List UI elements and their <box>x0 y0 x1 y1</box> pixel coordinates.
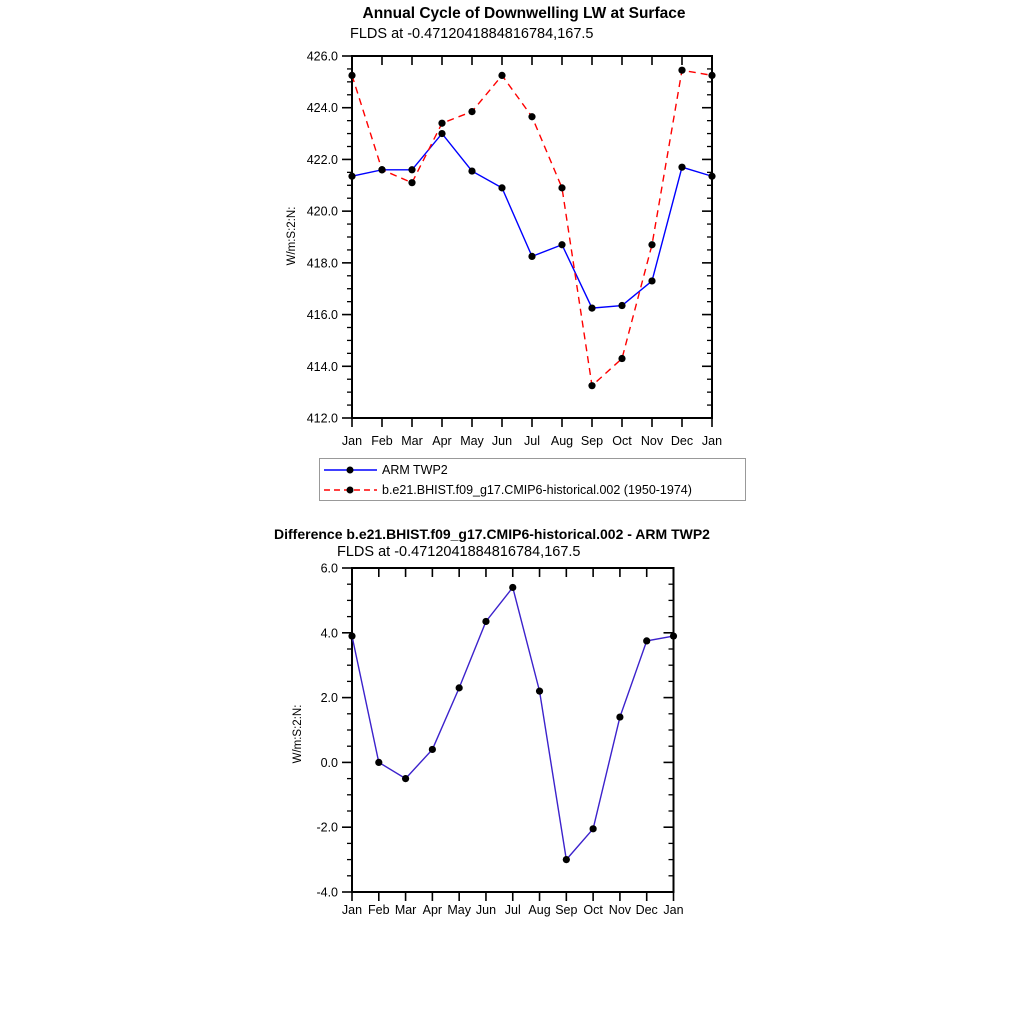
top-data-point-s0 <box>618 302 625 309</box>
bottom-x-tick-label: Dec <box>635 903 658 917</box>
legend-label-arm-twp2: ARM TWP2 <box>382 463 448 477</box>
bottom-data-point-s0 <box>643 637 650 644</box>
bottom-data-point-s0 <box>509 584 516 591</box>
top-y-tick-label: 426.0 <box>306 49 338 64</box>
top-data-point-s0 <box>408 166 415 173</box>
top-x-tick-label: Jun <box>491 434 513 448</box>
top-plot-frame <box>352 56 712 418</box>
bottom-x-tick-label: Oct <box>583 903 603 917</box>
top-y-tick-label: 424.0 <box>306 101 338 116</box>
bottom-data-point-s0 <box>429 746 436 753</box>
legend-label-model-case: b.e21.BHIST.f09_g17.CMIP6-historical.002 (1950-1974) <box>382 483 692 497</box>
bottom-data-point-s0 <box>670 632 677 639</box>
top-x-tick-label: Mar <box>401 434 423 448</box>
bottom-data-point-s0 <box>456 684 463 691</box>
top-data-point-s0 <box>588 305 595 312</box>
blue-solid-line-sample-icon <box>322 462 379 478</box>
top-data-point-s0 <box>648 277 655 284</box>
top-y-tick-label: 412.0 <box>306 411 338 426</box>
top-data-point-s1 <box>708 72 715 79</box>
bottom-x-tick-label: Mar <box>394 903 417 917</box>
bottom-x-tick-label: Feb <box>368 903 390 917</box>
legend-item-model-case <box>320 480 745 500</box>
top-data-point-s0 <box>438 130 445 137</box>
bottom-data-point-s0 <box>563 856 570 863</box>
bottom-x-tick-label: Jun <box>475 903 497 917</box>
top-x-tick-label: Feb <box>371 434 393 448</box>
bottom-y-tick-label: 6.0 <box>320 561 338 576</box>
bottom-x-tick-label: Sep <box>555 903 578 917</box>
bottom-y-tick-label: 4.0 <box>320 626 338 641</box>
top-data-point-s0 <box>348 173 355 180</box>
bottom-x-tick-label: Jul <box>504 903 521 917</box>
bottom-plot-frame <box>352 568 674 892</box>
top-x-tick-label: Jan <box>701 434 723 448</box>
bottom-data-point-s0 <box>482 618 489 625</box>
bottom-data-point-s0 <box>348 632 355 639</box>
bottom-data-point-s0 <box>616 713 623 720</box>
top-x-tick-label: May <box>460 434 484 448</box>
bottom-y-tick-label: -2.0 <box>316 820 338 835</box>
top-data-point-s1 <box>348 72 355 79</box>
bottom-chart-title: Difference b.e21.BHIST.f09_g17.CMIP6-historical.002 - ARM TWP2 <box>274 526 710 542</box>
top-data-point-s1 <box>528 113 535 120</box>
bottom-y-tick-label: 2.0 <box>320 691 338 706</box>
top-y-tick-label: 422.0 <box>306 152 338 167</box>
top-y-tick-label: 420.0 <box>306 204 338 219</box>
top-data-point-s0 <box>468 167 475 174</box>
top-x-tick-label: Nov <box>640 434 664 448</box>
legend-item-arm-twp2 <box>320 460 745 480</box>
top-y-tick-label: 418.0 <box>306 256 338 271</box>
top-data-point-s0 <box>498 184 505 191</box>
top-series-line-0 <box>352 134 712 309</box>
top-x-tick-label: Oct <box>612 434 632 448</box>
bottom-x-tick-label: Jan <box>663 903 684 917</box>
top-data-point-s1 <box>618 355 625 362</box>
top-chart-title: Annual Cycle of Downwelling LW at Surface <box>362 5 686 22</box>
bottom-x-tick-label: May <box>447 903 471 917</box>
bottom-chart-subtitle: FLDS at -0.4712041884816784,167.5 <box>337 544 581 560</box>
top-data-point-s1 <box>678 67 685 74</box>
top-x-tick-label: Jan <box>341 434 363 448</box>
top-y-tick-label: 416.0 <box>306 308 338 323</box>
legend-box <box>319 458 746 501</box>
top-x-tick-label: Jul <box>524 434 540 448</box>
top-data-point-s0 <box>708 173 715 180</box>
bottom-x-tick-label: Aug <box>528 903 551 917</box>
bottom-data-point-s0 <box>375 759 382 766</box>
top-y-tick-label: 414.0 <box>306 359 338 374</box>
top-data-point-s1 <box>468 108 475 115</box>
top-x-tick-label: Apr <box>432 434 452 448</box>
top-data-point-s1 <box>498 72 505 79</box>
top-data-point-s1 <box>558 184 565 191</box>
top-x-tick-label: Dec <box>670 434 694 448</box>
bottom-y-tick-label: -4.0 <box>316 885 338 900</box>
top-x-tick-label: Aug <box>550 434 574 448</box>
top-data-point-s1 <box>378 166 385 173</box>
top-data-point-s1 <box>438 120 445 127</box>
top-data-point-s0 <box>558 241 565 248</box>
top-chart-y-axis-label: W/m:S:2:N: <box>286 206 298 266</box>
bottom-data-point-s0 <box>590 825 597 832</box>
top-data-point-s1 <box>408 179 415 186</box>
bottom-y-tick-label: 0.0 <box>320 755 338 770</box>
bottom-data-point-s0 <box>402 775 409 782</box>
top-data-point-s1 <box>648 241 655 248</box>
top-chart-subtitle: FLDS at -0.4712041884816784,167.5 <box>350 26 594 42</box>
top-x-tick-label: Sep <box>580 434 604 448</box>
top-data-point-s0 <box>678 164 685 171</box>
bottom-series-line-0 <box>352 587 674 859</box>
bottom-x-tick-label: Nov <box>608 903 632 917</box>
bottom-chart-y-axis-label: W/m:S:2:N: <box>292 704 304 764</box>
bottom-x-tick-label: Jan <box>341 903 363 917</box>
top-data-point-s1 <box>588 382 595 389</box>
bottom-data-point-s0 <box>536 688 543 695</box>
red-dashed-line-sample-icon <box>322 482 379 498</box>
bottom-x-tick-label: Apr <box>422 903 443 917</box>
top-data-point-s0 <box>528 253 535 260</box>
